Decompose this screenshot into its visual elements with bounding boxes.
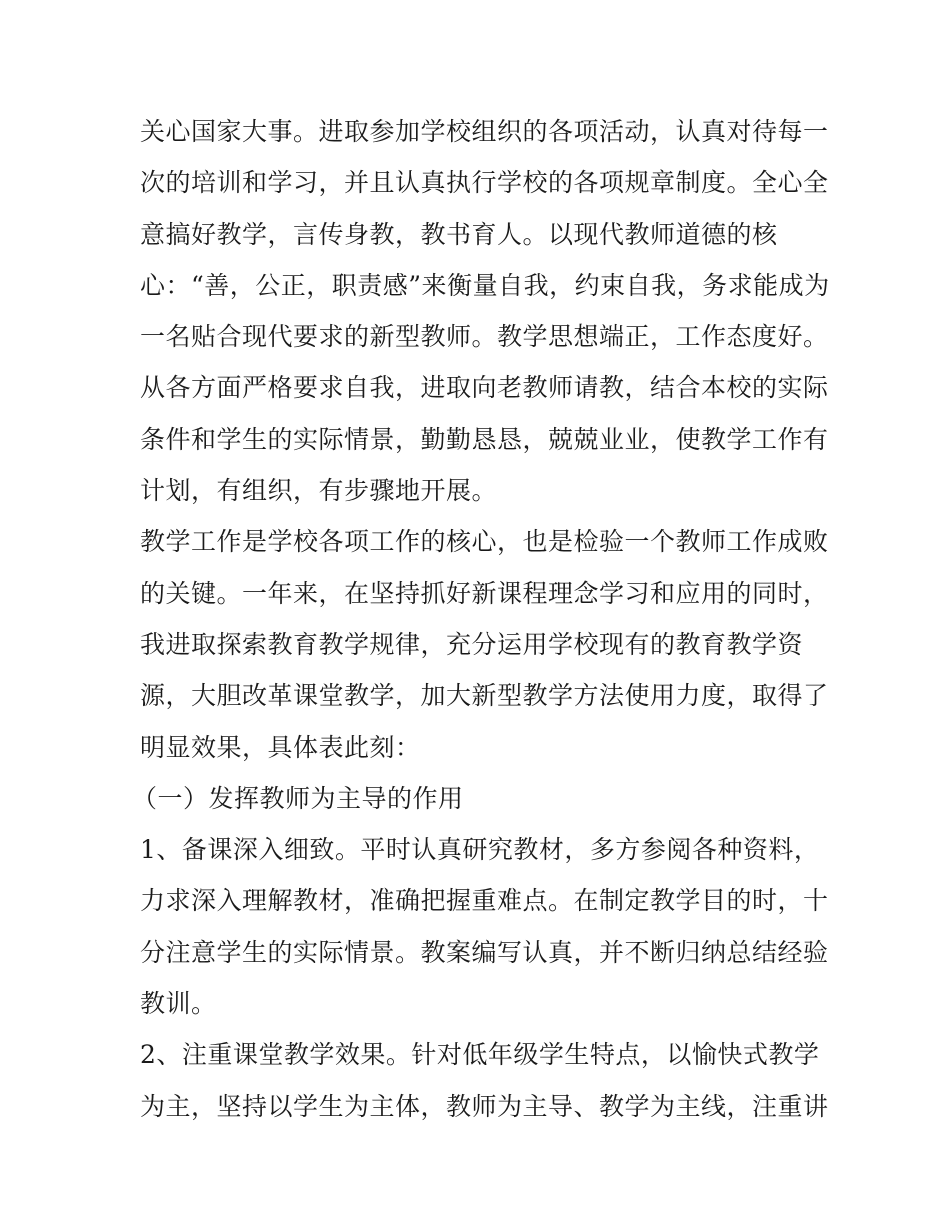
text-line: 计划，有组织，有步骤地开展。 xyxy=(140,476,498,506)
text-line: 意搞好教学，言传身教，教书育人。以现代教师道德的核 xyxy=(140,219,778,249)
section-heading: （一）发挥教师为主导的作用 xyxy=(132,783,464,813)
text-line: 一名贴合现代要求的新型教师。教学思想端正，工作态度好。 xyxy=(140,322,829,352)
text-line: 我进取探索教育教学规律，充分运用学校现有的教育教学资 xyxy=(140,629,804,659)
text-line: 心：“善，公正，职责感”来衡量自我，约束自我，务求能成为 xyxy=(140,270,830,300)
text-line: 力求深入理解教材，准确把握重难点。在制定教学目的时，十 xyxy=(140,886,829,916)
text-line: 1、备课深入细致。平时认真研究教材，多方参阅各种资料， xyxy=(140,835,820,865)
text-line: 次的培训和学习，并且认真执行学校的各项规章制度。全心全 xyxy=(140,168,829,198)
text-line: 分注意学生的实际情景。教案编写认真，并不断归纳总结经验 xyxy=(140,937,829,967)
body-text xyxy=(132,106,830,1132)
text-line: 条件和学生的实际情景，勤勤恳恳，兢兢业业，使教学工作有 xyxy=(140,424,829,454)
text-line: 教学工作是学校各项工作的核心，也是检验一个教师工作成败 xyxy=(140,527,829,557)
text-line: 从各方面严格要求自我，进取向老教师请教，结合本校的实际 xyxy=(140,373,829,403)
text-line: 关心国家大事。进取参加学校组织的各项活动，认真对待每一 xyxy=(140,117,829,146)
text-line: 源，大胆改革课堂教学，加大新型教学方法使用力度，取得了 xyxy=(140,681,829,711)
text-line: 的关键。一年来，在坚持抓好新课程理念学习和应用的同时， xyxy=(140,578,829,608)
text-line: 教训。 xyxy=(140,989,217,1019)
text-line: 为主，坚持以学生为主体，教师为主导、教学为主线，注重讲 xyxy=(140,1091,829,1121)
text-line: 明显效果，具体表此刻： xyxy=(140,732,421,762)
text-line: 2、注重课堂教学效果。针对低年级学生特点，以愉快式教学 xyxy=(140,1040,820,1070)
